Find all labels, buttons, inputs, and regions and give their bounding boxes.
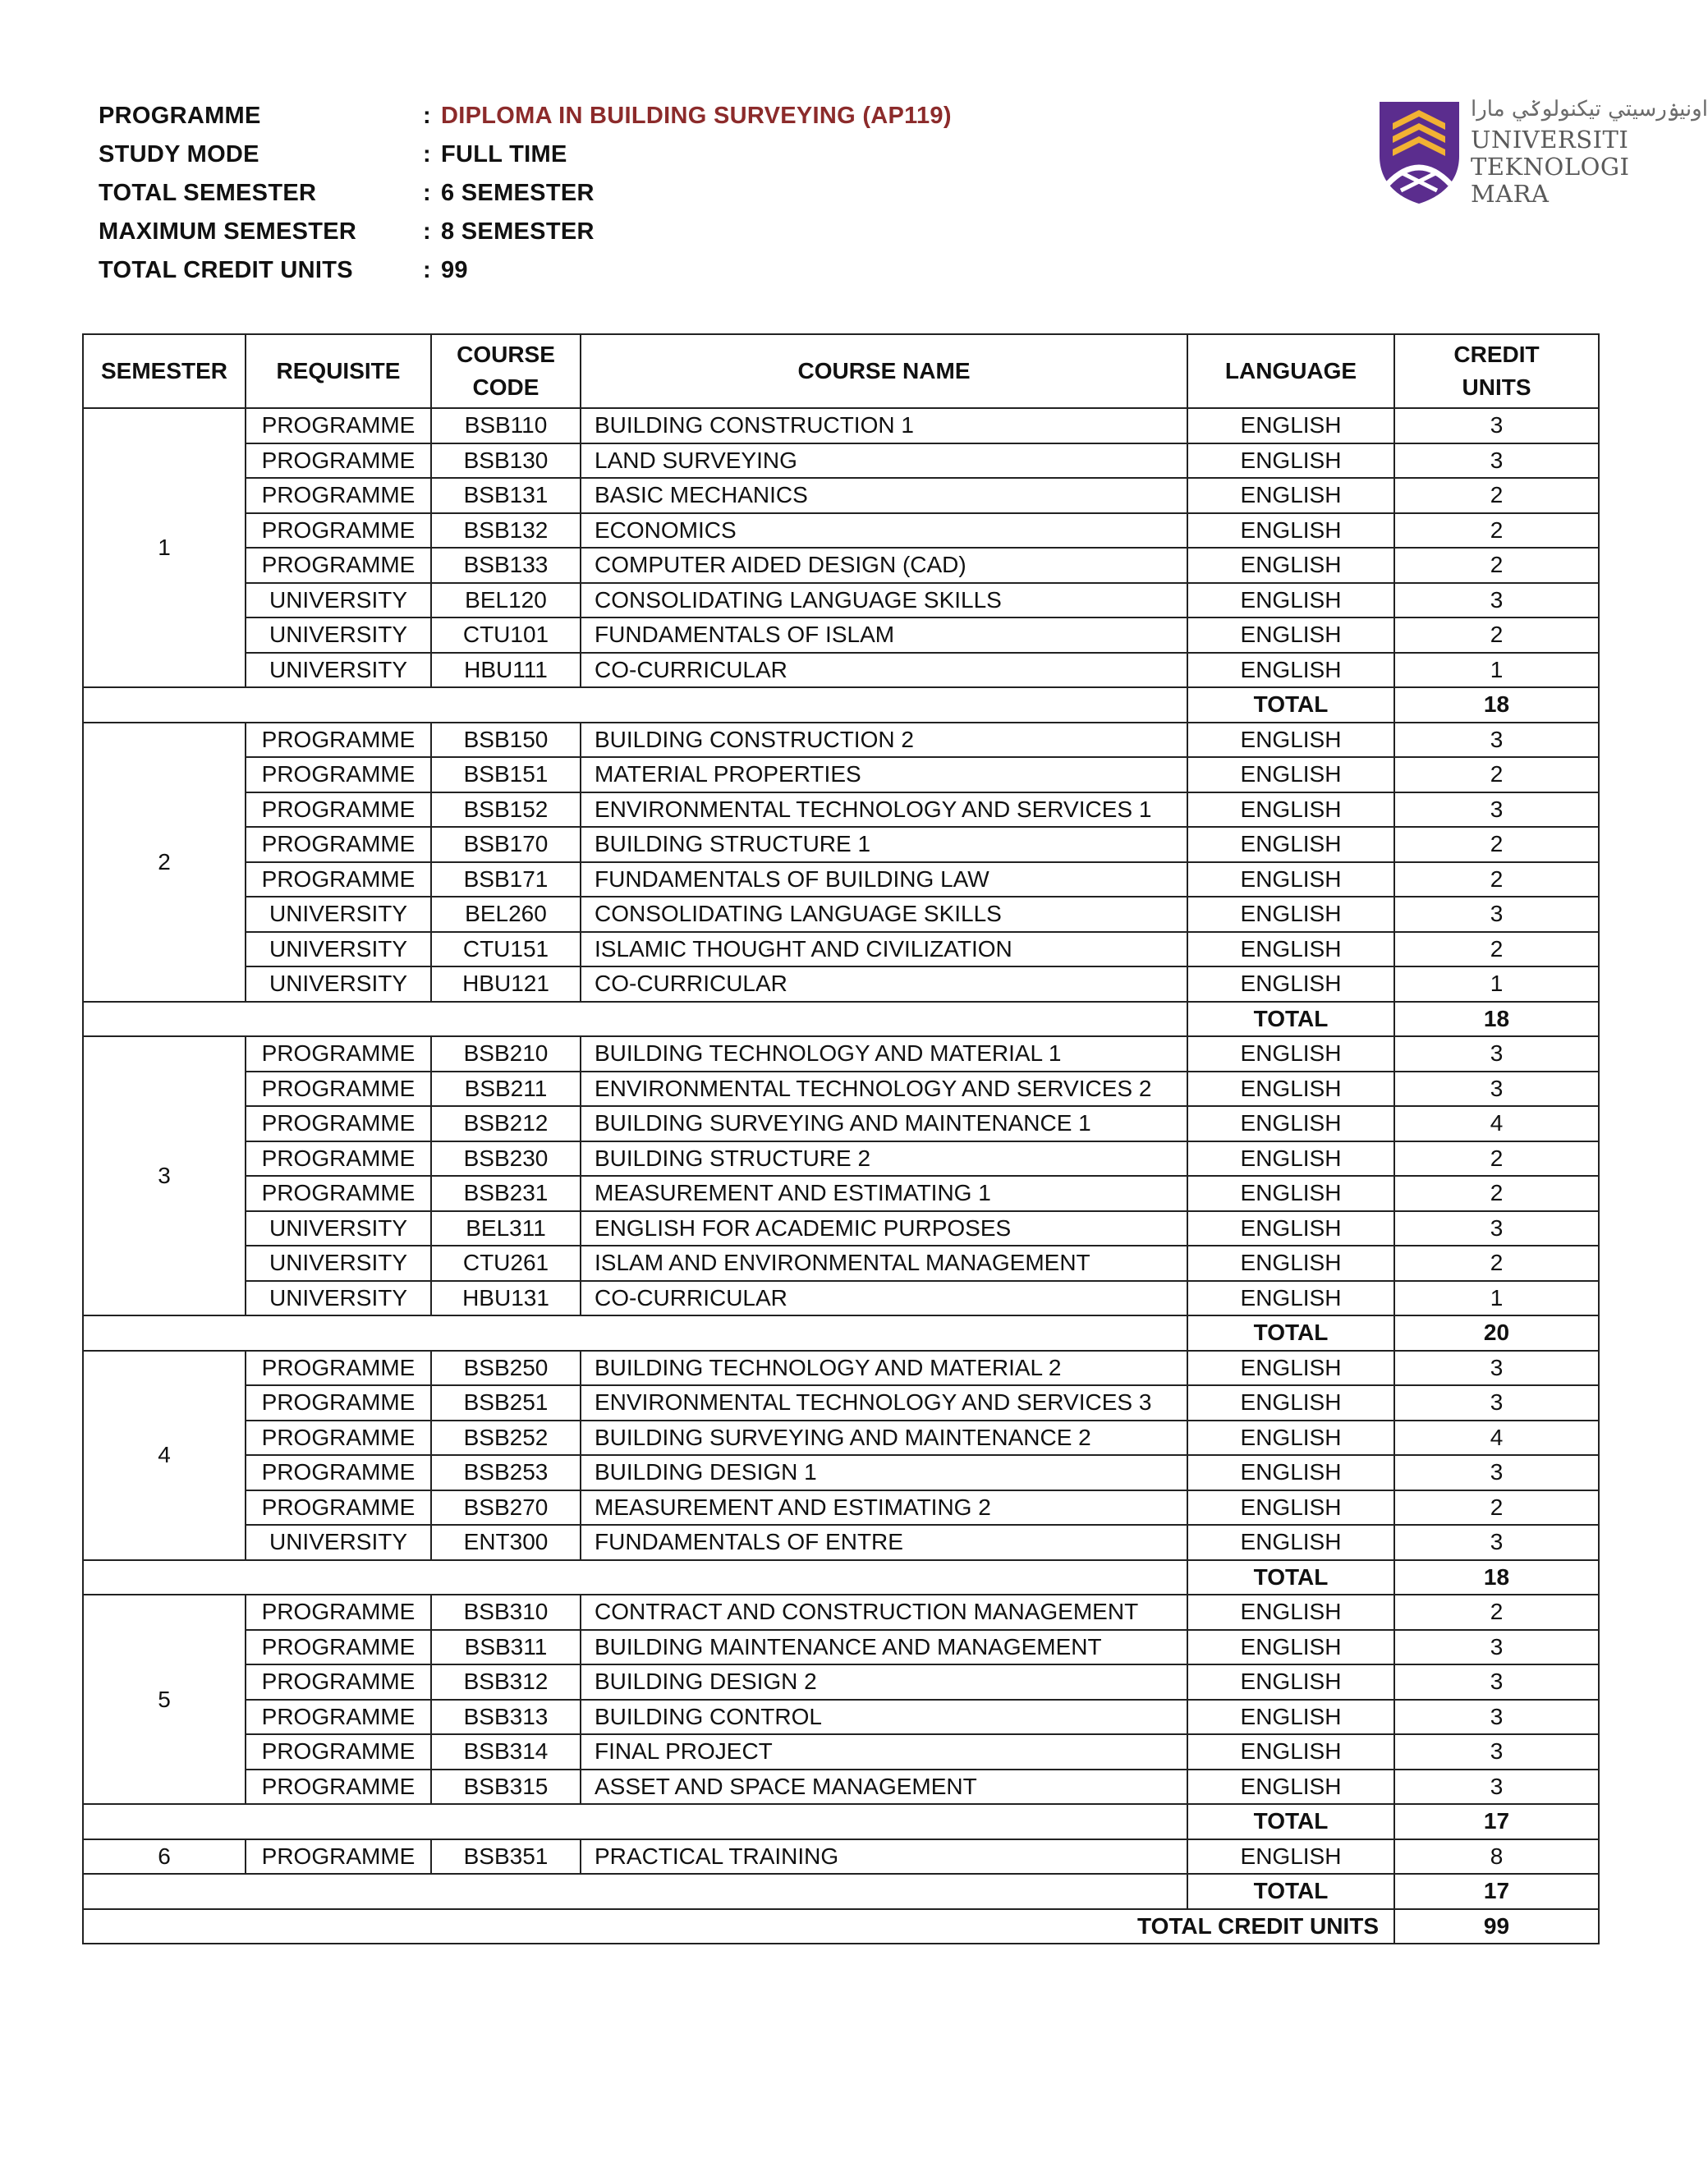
language-cell: ENGLISH <box>1187 932 1394 967</box>
language-cell: ENGLISH <box>1187 653 1394 688</box>
credit-units-cell: 4 <box>1394 1421 1599 1456</box>
requisite-cell: PROGRAMME <box>246 827 431 862</box>
credit-units-cell: 3 <box>1394 1770 1599 1805</box>
total-spacer <box>83 1804 1187 1839</box>
requisite-cell: PROGRAMME <box>246 1455 431 1490</box>
course-name-cell: BUILDING STRUCTURE 1 <box>581 827 1187 862</box>
requisite-cell: PROGRAMME <box>246 757 431 792</box>
semester-number: 6 <box>83 1839 246 1875</box>
university-name-line2: TEKNOLOGI <box>1471 153 1630 181</box>
uitm-crest-icon <box>1376 99 1462 205</box>
course-row <box>83 513 1599 549</box>
course-row <box>83 1211 1599 1246</box>
credit-units-cell: 2 <box>1394 1246 1599 1281</box>
credit-units-cell: 3 <box>1394 443 1599 479</box>
requisite-cell: UNIVERSITY <box>246 1281 431 1316</box>
course-code-cell: BSB152 <box>431 792 581 828</box>
course-name-cell: CONSOLIDATING LANGUAGE SKILLS <box>581 897 1187 932</box>
language-cell: ENGLISH <box>1187 1072 1394 1107</box>
course-row <box>83 966 1599 1002</box>
info-label: TOTAL CREDIT UNITS <box>99 257 353 283</box>
semester-number: 4 <box>83 1351 246 1560</box>
language-cell: ENGLISH <box>1187 792 1394 828</box>
total-spacer <box>83 1560 1187 1595</box>
total-label: TOTAL <box>1187 1315 1394 1351</box>
info-value: 8 SEMESTER <box>441 218 595 245</box>
header-language: LANGUAGE <box>1187 334 1394 408</box>
course-name-cell: BUILDING DESIGN 1 <box>581 1455 1187 1490</box>
semester-total-value: 18 <box>1394 1560 1599 1595</box>
info-label: PROGRAMME <box>99 103 261 129</box>
course-row <box>83 1385 1599 1421</box>
info-label: STUDY MODE <box>99 141 259 168</box>
course-code-cell: BSB313 <box>431 1700 581 1735</box>
info-row <box>99 97 952 135</box>
language-cell: ENGLISH <box>1187 862 1394 897</box>
language-cell: ENGLISH <box>1187 966 1394 1002</box>
info-row <box>99 135 952 174</box>
course-code-cell: CTU261 <box>431 1246 581 1281</box>
course-code-cell: BSB270 <box>431 1490 581 1526</box>
credit-units-cell: 2 <box>1394 757 1599 792</box>
info-separator: : <box>423 218 431 245</box>
course-row <box>83 1421 1599 1456</box>
requisite-cell: PROGRAMME <box>246 1734 431 1770</box>
requisite-cell: UNIVERSITY <box>246 1246 431 1281</box>
course-code-cell: BSB131 <box>431 478 581 513</box>
course-row <box>83 617 1599 653</box>
credit-units-cell: 3 <box>1394 897 1599 932</box>
course-row <box>83 408 1599 443</box>
requisite-cell: PROGRAMME <box>246 548 431 583</box>
requisite-cell: PROGRAMME <box>246 792 431 828</box>
course-name-cell: PRACTICAL TRAINING <box>581 1839 1187 1875</box>
language-cell: ENGLISH <box>1187 1490 1394 1526</box>
grand-total-label: TOTAL CREDIT UNITS <box>83 1909 1394 1944</box>
language-cell: ENGLISH <box>1187 1455 1394 1490</box>
course-row <box>83 1700 1599 1735</box>
course-row <box>83 1281 1599 1316</box>
semester-total-value: 17 <box>1394 1804 1599 1839</box>
semester-total-row <box>83 1560 1599 1595</box>
course-name-cell: ISLAMIC THOUGHT AND CIVILIZATION <box>581 932 1187 967</box>
info-value: 99 <box>441 257 468 283</box>
credit-units-cell: 2 <box>1394 1176 1599 1211</box>
credit-units-cell: 4 <box>1394 1106 1599 1141</box>
language-cell: ENGLISH <box>1187 1281 1394 1316</box>
requisite-cell: PROGRAMME <box>246 1106 431 1141</box>
requisite-cell: PROGRAMME <box>246 1385 431 1421</box>
language-cell: ENGLISH <box>1187 1211 1394 1246</box>
course-code-cell: BSB315 <box>431 1770 581 1805</box>
language-cell: ENGLISH <box>1187 1664 1394 1700</box>
course-code-cell: BEL260 <box>431 897 581 932</box>
credit-units-cell: 3 <box>1394 1734 1599 1770</box>
credit-units-cell: 3 <box>1394 1351 1599 1386</box>
course-row <box>83 478 1599 513</box>
total-spacer <box>83 687 1187 723</box>
uitm-logo <box>1376 97 1708 212</box>
requisite-cell: PROGRAMME <box>246 1490 431 1526</box>
requisite-cell: PROGRAMME <box>246 1141 431 1177</box>
course-row <box>83 1490 1599 1526</box>
requisite-cell: PROGRAMME <box>246 1630 431 1665</box>
course-row <box>83 1839 1599 1875</box>
course-name-cell: CO-CURRICULAR <box>581 1281 1187 1316</box>
language-cell: ENGLISH <box>1187 723 1394 758</box>
credit-units-cell: 3 <box>1394 723 1599 758</box>
course-name-cell: BUILDING DESIGN 2 <box>581 1664 1187 1700</box>
course-name-cell: BUILDING TECHNOLOGY AND MATERIAL 1 <box>581 1036 1187 1072</box>
info-separator: : <box>423 141 431 168</box>
info-label: MAXIMUM SEMESTER <box>99 218 357 245</box>
requisite-cell: PROGRAMME <box>246 1770 431 1805</box>
info-row <box>99 174 952 213</box>
credit-units-cell: 3 <box>1394 1385 1599 1421</box>
course-code-cell: BSB251 <box>431 1385 581 1421</box>
credit-units-cell: 3 <box>1394 1700 1599 1735</box>
language-cell: ENGLISH <box>1187 1246 1394 1281</box>
language-cell: ENGLISH <box>1187 548 1394 583</box>
language-cell: ENGLISH <box>1187 1385 1394 1421</box>
course-row <box>83 548 1599 583</box>
info-separator: : <box>423 180 431 206</box>
credit-units-cell: 3 <box>1394 1211 1599 1246</box>
course-code-cell: BSB210 <box>431 1036 581 1072</box>
semester-total-value: 20 <box>1394 1315 1599 1351</box>
course-code-cell: BEL120 <box>431 583 581 618</box>
requisite-cell: PROGRAMME <box>246 408 431 443</box>
course-name-cell: FUNDAMENTALS OF BUILDING LAW <box>581 862 1187 897</box>
course-name-cell: MATERIAL PROPERTIES <box>581 757 1187 792</box>
requisite-cell: UNIVERSITY <box>246 932 431 967</box>
semester-number: 3 <box>83 1036 246 1315</box>
credit-units-cell: 2 <box>1394 1595 1599 1630</box>
grand-total-row <box>83 1909 1599 1944</box>
course-name-cell: BUILDING CONSTRUCTION 1 <box>581 408 1187 443</box>
course-name-cell: COMPUTER AIDED DESIGN (CAD) <box>581 548 1187 583</box>
header-course-code-line2: CODE <box>472 374 539 400</box>
course-row <box>83 1072 1599 1107</box>
language-cell: ENGLISH <box>1187 1700 1394 1735</box>
semester-total-value: 17 <box>1394 1874 1599 1909</box>
course-code-cell: BSB170 <box>431 827 581 862</box>
table-header-row <box>83 334 1599 408</box>
course-code-cell: BSB312 <box>431 1664 581 1700</box>
language-cell: ENGLISH <box>1187 757 1394 792</box>
course-name-cell: CO-CURRICULAR <box>581 653 1187 688</box>
requisite-cell: UNIVERSITY <box>246 653 431 688</box>
course-row <box>83 1734 1599 1770</box>
total-label: TOTAL <box>1187 1804 1394 1839</box>
header-credit-line2: UNITS <box>1462 374 1531 400</box>
course-name-cell: ENVIRONMENTAL TECHNOLOGY AND SERVICES 2 <box>581 1072 1187 1107</box>
course-name-cell: FUNDAMENTALS OF ENTRE <box>581 1525 1187 1560</box>
credit-units-cell: 2 <box>1394 862 1599 897</box>
language-cell: ENGLISH <box>1187 1421 1394 1456</box>
credit-units-cell: 3 <box>1394 1036 1599 1072</box>
course-code-cell: BSB132 <box>431 513 581 549</box>
total-label: TOTAL <box>1187 687 1394 723</box>
course-name-cell: ENVIRONMENTAL TECHNOLOGY AND SERVICES 1 <box>581 792 1187 828</box>
language-cell: ENGLISH <box>1187 1734 1394 1770</box>
course-code-cell: CTU101 <box>431 617 581 653</box>
course-name-cell: ASSET AND SPACE MANAGEMENT <box>581 1770 1187 1805</box>
course-name-cell: CONTRACT AND CONSTRUCTION MANAGEMENT <box>581 1595 1187 1630</box>
programme-info <box>99 97 952 290</box>
course-code-cell: BSB110 <box>431 408 581 443</box>
course-name-cell: MEASUREMENT AND ESTIMATING 2 <box>581 1490 1187 1526</box>
semester-number: 1 <box>83 408 246 687</box>
header-course-name: COURSE NAME <box>581 334 1187 408</box>
course-name-cell: FINAL PROJECT <box>581 1734 1187 1770</box>
course-code-cell: BSB133 <box>431 548 581 583</box>
course-row <box>83 757 1599 792</box>
course-row <box>83 723 1599 758</box>
requisite-cell: PROGRAMME <box>246 1839 431 1875</box>
language-cell: ENGLISH <box>1187 1036 1394 1072</box>
info-row <box>99 251 952 290</box>
language-cell: ENGLISH <box>1187 1630 1394 1665</box>
university-name <box>1471 97 1708 208</box>
course-code-cell: BSB212 <box>431 1106 581 1141</box>
course-code-cell: BSB253 <box>431 1455 581 1490</box>
requisite-cell: PROGRAMME <box>246 1176 431 1211</box>
language-cell: ENGLISH <box>1187 408 1394 443</box>
course-row <box>83 1036 1599 1072</box>
language-cell: ENGLISH <box>1187 1176 1394 1211</box>
total-spacer <box>83 1874 1187 1909</box>
course-name-cell: BUILDING CONSTRUCTION 2 <box>581 723 1187 758</box>
semester-total-row <box>83 1804 1599 1839</box>
course-code-cell: BSB314 <box>431 1734 581 1770</box>
course-code-cell: BSB310 <box>431 1595 581 1630</box>
course-row <box>83 897 1599 932</box>
course-name-cell: CO-CURRICULAR <box>581 966 1187 1002</box>
credit-units-cell: 2 <box>1394 932 1599 967</box>
requisite-cell: PROGRAMME <box>246 862 431 897</box>
language-cell: ENGLISH <box>1187 617 1394 653</box>
requisite-cell: PROGRAMME <box>246 1700 431 1735</box>
course-code-cell: BSB252 <box>431 1421 581 1456</box>
course-name-cell: LAND SURVEYING <box>581 443 1187 479</box>
course-row <box>83 792 1599 828</box>
requisite-cell: PROGRAMME <box>246 1036 431 1072</box>
language-cell: ENGLISH <box>1187 1141 1394 1177</box>
credit-units-cell: 3 <box>1394 792 1599 828</box>
credit-units-cell: 8 <box>1394 1839 1599 1875</box>
university-name-line1: UNIVERSITI <box>1471 126 1629 154</box>
course-code-cell: BSB230 <box>431 1141 581 1177</box>
language-cell: ENGLISH <box>1187 478 1394 513</box>
credit-units-cell: 1 <box>1394 966 1599 1002</box>
semester-total-row <box>83 1315 1599 1351</box>
course-row <box>83 1141 1599 1177</box>
total-label: TOTAL <box>1187 1874 1394 1909</box>
header-requisite: REQUISITE <box>246 334 431 408</box>
course-row <box>83 1525 1599 1560</box>
header-course-code-line1: COURSE <box>457 342 555 367</box>
course-row <box>83 1351 1599 1386</box>
language-cell: ENGLISH <box>1187 583 1394 618</box>
course-code-cell: ENT300 <box>431 1525 581 1560</box>
course-name-cell: BUILDING SURVEYING AND MAINTENANCE 2 <box>581 1421 1187 1456</box>
credit-units-cell: 2 <box>1394 617 1599 653</box>
course-row <box>83 1770 1599 1805</box>
requisite-cell: PROGRAMME <box>246 443 431 479</box>
course-row <box>83 932 1599 967</box>
grand-total-value: 99 <box>1394 1909 1599 1944</box>
course-code-cell: CTU151 <box>431 932 581 967</box>
language-cell: ENGLISH <box>1187 1595 1394 1630</box>
credit-units-cell: 2 <box>1394 1490 1599 1526</box>
total-label: TOTAL <box>1187 1560 1394 1595</box>
course-code-cell: BSB351 <box>431 1839 581 1875</box>
info-separator: : <box>423 257 431 283</box>
language-cell: ENGLISH <box>1187 443 1394 479</box>
info-separator: : <box>423 103 431 129</box>
header-semester: SEMESTER <box>83 334 246 408</box>
course-code-cell: HBU131 <box>431 1281 581 1316</box>
requisite-cell: UNIVERSITY <box>246 1525 431 1560</box>
credit-units-cell: 3 <box>1394 408 1599 443</box>
total-spacer <box>83 1002 1187 1037</box>
requisite-cell: PROGRAMME <box>246 1072 431 1107</box>
course-row <box>83 1455 1599 1490</box>
requisite-cell: PROGRAMME <box>246 478 431 513</box>
language-cell: ENGLISH <box>1187 827 1394 862</box>
credit-units-cell: 2 <box>1394 548 1599 583</box>
course-row <box>83 1630 1599 1665</box>
info-label: TOTAL SEMESTER <box>99 180 317 206</box>
credit-units-cell: 2 <box>1394 513 1599 549</box>
course-row <box>83 1595 1599 1630</box>
total-spacer <box>83 1315 1187 1351</box>
credit-units-cell: 3 <box>1394 583 1599 618</box>
course-name-cell: BUILDING TECHNOLOGY AND MATERIAL 2 <box>581 1351 1187 1386</box>
semester-total-value: 18 <box>1394 1002 1599 1037</box>
requisite-cell: UNIVERSITY <box>246 966 431 1002</box>
course-code-cell: BSB130 <box>431 443 581 479</box>
credit-units-cell: 2 <box>1394 478 1599 513</box>
course-name-cell: ECONOMICS <box>581 513 1187 549</box>
course-name-cell: FUNDAMENTALS OF ISLAM <box>581 617 1187 653</box>
course-row <box>83 827 1599 862</box>
credit-units-cell: 3 <box>1394 1072 1599 1107</box>
requisite-cell: PROGRAMME <box>246 723 431 758</box>
semester-total-row <box>83 687 1599 723</box>
credit-units-cell: 2 <box>1394 827 1599 862</box>
course-row <box>83 1106 1599 1141</box>
info-value: 6 SEMESTER <box>441 180 595 206</box>
course-code-cell: BSB151 <box>431 757 581 792</box>
requisite-cell: PROGRAMME <box>246 1595 431 1630</box>
requisite-cell: UNIVERSITY <box>246 583 431 618</box>
course-name-cell: BUILDING CONTROL <box>581 1700 1187 1735</box>
course-row <box>83 1664 1599 1700</box>
course-row <box>83 653 1599 688</box>
course-code-cell: BSB211 <box>431 1072 581 1107</box>
requisite-cell: PROGRAMME <box>246 1664 431 1700</box>
course-name-cell: MEASUREMENT AND ESTIMATING 1 <box>581 1176 1187 1211</box>
course-row <box>83 583 1599 618</box>
semester-total-value: 18 <box>1394 687 1599 723</box>
language-cell: ENGLISH <box>1187 1770 1394 1805</box>
semester-total-row <box>83 1002 1599 1037</box>
course-code-cell: BSB150 <box>431 723 581 758</box>
semester-number: 2 <box>83 723 246 1002</box>
course-name-cell: ISLAM AND ENVIRONMENTAL MANAGEMENT <box>581 1246 1187 1281</box>
course-code-cell: BEL311 <box>431 1211 581 1246</box>
semester-number: 5 <box>83 1595 246 1804</box>
course-code-cell: BSB171 <box>431 862 581 897</box>
course-code-cell: BSB311 <box>431 1630 581 1665</box>
course-row <box>83 1246 1599 1281</box>
course-structure-table <box>82 333 1600 1944</box>
course-name-cell: BUILDING SURVEYING AND MAINTENANCE 1 <box>581 1106 1187 1141</box>
header-credit-units <box>1394 334 1599 408</box>
course-name-cell: ENGLISH FOR ACADEMIC PURPOSES <box>581 1211 1187 1246</box>
credit-units-cell: 1 <box>1394 1281 1599 1316</box>
course-code-cell: BSB250 <box>431 1351 581 1386</box>
language-cell: ENGLISH <box>1187 1525 1394 1560</box>
credit-units-cell: 1 <box>1394 653 1599 688</box>
course-code-cell: BSB231 <box>431 1176 581 1211</box>
info-value: FULL TIME <box>441 141 567 168</box>
course-name-cell: BASIC MECHANICS <box>581 478 1187 513</box>
requisite-cell: UNIVERSITY <box>246 617 431 653</box>
requisite-cell: PROGRAMME <box>246 1421 431 1456</box>
course-row <box>83 443 1599 479</box>
requisite-cell: PROGRAMME <box>246 513 431 549</box>
info-row <box>99 213 952 251</box>
course-name-cell: CONSOLIDATING LANGUAGE SKILLS <box>581 583 1187 618</box>
course-name-cell: ENVIRONMENTAL TECHNOLOGY AND SERVICES 3 <box>581 1385 1187 1421</box>
credit-units-cell: 3 <box>1394 1630 1599 1665</box>
course-row <box>83 862 1599 897</box>
course-code-cell: HBU111 <box>431 653 581 688</box>
course-name-cell: BUILDING STRUCTURE 2 <box>581 1141 1187 1177</box>
jawi-script: اونيۏرسيتي تيكنولوݢي مارا <box>1471 97 1708 122</box>
requisite-cell: UNIVERSITY <box>246 1211 431 1246</box>
language-cell: ENGLISH <box>1187 1351 1394 1386</box>
credit-units-cell: 3 <box>1394 1664 1599 1700</box>
credit-units-cell: 3 <box>1394 1455 1599 1490</box>
credit-units-cell: 2 <box>1394 1141 1599 1177</box>
requisite-cell: PROGRAMME <box>246 1351 431 1386</box>
requisite-cell: UNIVERSITY <box>246 897 431 932</box>
language-cell: ENGLISH <box>1187 1839 1394 1875</box>
course-row <box>83 1176 1599 1211</box>
language-cell: ENGLISH <box>1187 897 1394 932</box>
header-course-code <box>431 334 581 408</box>
university-name-line3: MARA <box>1471 180 1550 208</box>
course-code-cell: HBU121 <box>431 966 581 1002</box>
language-cell: ENGLISH <box>1187 1106 1394 1141</box>
info-value: DIPLOMA IN BUILDING SURVEYING (AP119) <box>441 103 952 129</box>
header-credit-line1: CREDIT <box>1453 342 1540 367</box>
total-label: TOTAL <box>1187 1002 1394 1037</box>
semester-total-row <box>83 1874 1599 1909</box>
language-cell: ENGLISH <box>1187 513 1394 549</box>
credit-units-cell: 3 <box>1394 1525 1599 1560</box>
course-name-cell: BUILDING MAINTENANCE AND MANAGEMENT <box>581 1630 1187 1665</box>
